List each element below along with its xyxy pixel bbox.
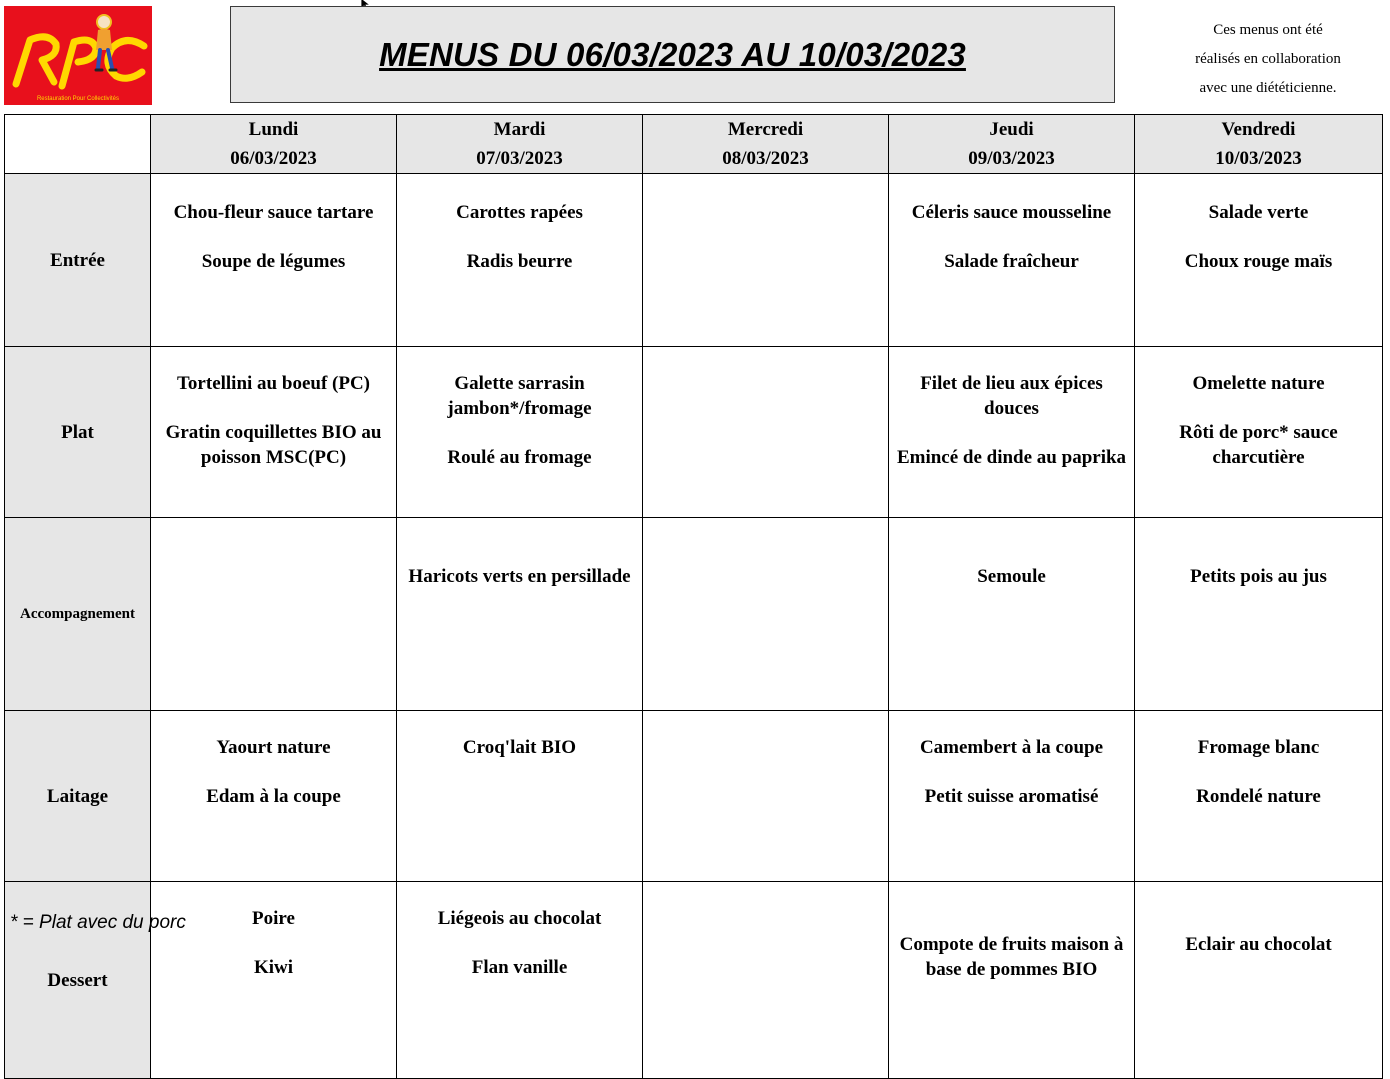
- dish-item: Edam à la coupe: [206, 786, 341, 807]
- dish-item: Eclair au chocolat: [1185, 934, 1332, 955]
- day-header-0: [151, 115, 397, 174]
- logo-caption: Restauration Pour Collectivités: [36, 96, 120, 102]
- day-date: 06/03/2023: [230, 148, 317, 169]
- day-name: Mercredi: [727, 119, 804, 140]
- menu-cell: [397, 882, 643, 1079]
- dish-item: Salade verte: [1208, 202, 1309, 223]
- course-label: Accompagnement: [5, 518, 151, 711]
- menu-cell: [643, 347, 889, 518]
- rpc-logo-icon: [4, 6, 152, 105]
- menu-cell: [889, 711, 1135, 882]
- menu-row-1: [5, 347, 1383, 518]
- menu-cell: [643, 174, 889, 347]
- dish-item: Kiwi: [253, 957, 294, 978]
- menu-cell: [397, 711, 643, 882]
- day-name: Jeudi: [989, 119, 1034, 140]
- dish-item: Flan vanille: [471, 957, 568, 978]
- course-label: Laitage: [5, 711, 151, 882]
- menu-cell: [397, 347, 643, 518]
- dish-item: Petit suisse aromatisé: [924, 786, 1099, 807]
- menu-cell: [643, 518, 889, 711]
- dish-item: Galette sarrasin jambon*/fromage: [447, 373, 592, 419]
- menu-row-2: [5, 518, 1383, 711]
- menu-cell: [151, 347, 397, 518]
- menu-cell: [889, 347, 1135, 518]
- menu-cell: [643, 711, 889, 882]
- note-line: Ces menus ont été: [1213, 22, 1323, 38]
- menu-cell: [889, 882, 1135, 1079]
- course-label: Entrée: [5, 174, 151, 347]
- day-date: 10/03/2023: [1215, 148, 1302, 169]
- day-header-4: [1135, 115, 1383, 174]
- note-line: avec une diététicienne.: [1199, 80, 1337, 96]
- dish-item: Rondelé nature: [1196, 786, 1321, 807]
- dish-item: Roulé au fromage: [447, 447, 592, 468]
- dish-item: Petits pois au jus: [1190, 566, 1327, 587]
- course-label: Dessert: [5, 882, 151, 1079]
- menu-title-box: [230, 6, 1115, 103]
- pork-footnote: * = Plat avec du porc: [10, 912, 186, 933]
- dish-item: Semoule: [977, 566, 1046, 587]
- day-name: Vendredi: [1221, 119, 1296, 140]
- menu-cell: [889, 518, 1135, 711]
- menu-cell: [1135, 711, 1383, 882]
- day-header-2: [643, 115, 889, 174]
- day-name: Mardi: [493, 119, 546, 140]
- dish-item: Filet de lieu aux épices douces: [920, 373, 1103, 419]
- dish-item: Camembert à la coupe: [919, 737, 1104, 758]
- menu-cell: [1135, 882, 1383, 1079]
- dish-item: Liégeois au chocolat: [437, 908, 602, 929]
- dish-item: Yaourt nature: [216, 737, 331, 758]
- menu-cell: [397, 174, 643, 347]
- dish-item: Emincé de dinde au paprika: [896, 447, 1127, 468]
- day-header-1: [397, 115, 643, 174]
- dish-item: Céleris sauce mousseline: [911, 202, 1112, 223]
- dish-item: Gratin coquillettes BIO au poisson MSC(PC): [165, 422, 382, 468]
- day-name: Lundi: [248, 119, 299, 140]
- dish-item: Fromage blanc: [1197, 737, 1320, 758]
- dish-item: Omelette nature: [1192, 373, 1325, 394]
- dish-item: Poire: [252, 908, 295, 929]
- menu-row-0: [5, 174, 1383, 347]
- dish-item: Carottes rapées: [456, 202, 583, 223]
- weekly-menu-table: [4, 114, 1383, 1079]
- day-date: 07/03/2023: [476, 148, 563, 169]
- menu-cell: [151, 882, 397, 1079]
- dish-item: Croq'lait BIO: [462, 737, 577, 758]
- dietitian-note: [1150, 16, 1386, 103]
- dish-item: Radis beurre: [466, 251, 573, 272]
- dish-item: Rôti de porc* sauce charcutière: [1179, 422, 1338, 468]
- company-logo: [4, 6, 152, 105]
- dish-item: Tortellini au boeuf (PC): [177, 373, 370, 394]
- menu-cell: [397, 518, 643, 711]
- menu-row-3: [5, 711, 1383, 882]
- dish-item: Soupe de légumes: [201, 251, 346, 272]
- day-header-3: [889, 115, 1135, 174]
- dish-item: Haricots verts en persillade: [408, 566, 631, 587]
- day-date: 08/03/2023: [722, 148, 809, 169]
- menu-cell: [1135, 518, 1383, 711]
- day-date: 09/03/2023: [968, 148, 1055, 169]
- dish-item: Compote de fruits maison à base de pommes BIO: [899, 934, 1124, 980]
- menu-cell: [889, 174, 1135, 347]
- menu-cell: [643, 882, 889, 1079]
- menu-cell: [1135, 347, 1383, 518]
- course-label: Plat: [5, 347, 151, 518]
- day-header-row: [5, 115, 1383, 174]
- menu-row-4: [5, 882, 1383, 1079]
- menu-cell: [151, 711, 397, 882]
- dish-item: Salade fraîcheur: [944, 251, 1079, 272]
- menu-cell: [151, 174, 397, 347]
- menu-cell: [1135, 174, 1383, 347]
- corner-cell: [5, 115, 151, 174]
- menu-cell: [151, 518, 397, 711]
- dish-item: Choux rouge maïs: [1184, 251, 1333, 272]
- page-title: MENUS DU 06/03/2023 AU 10/03/2023: [379, 35, 966, 73]
- note-line: réalisés en collaboration: [1195, 51, 1341, 67]
- dish-item: Chou-fleur sauce tartare: [173, 202, 374, 223]
